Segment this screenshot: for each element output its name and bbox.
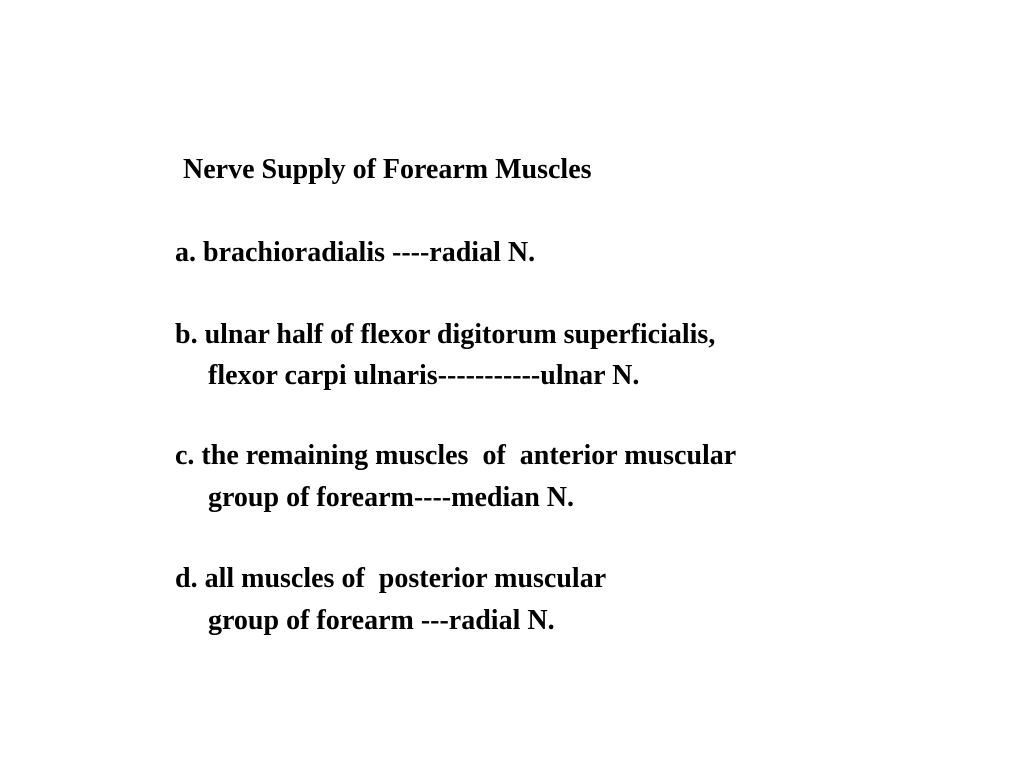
item-c-line-2: group of forearm----median N. bbox=[208, 482, 575, 513]
item-c-line-1: c. the remaining muscles of anterior muscular bbox=[175, 440, 737, 471]
slide-title: Nerve Supply of Forearm Muscles bbox=[183, 154, 592, 185]
item-a-line-1: a. brachioradialis ----radial N. bbox=[175, 237, 536, 268]
item-b-line-2: flexor carpi ulnaris-----------ulnar N. bbox=[208, 360, 640, 391]
item-b-line-1: b. ulnar half of flexor digitorum superficialis, bbox=[175, 319, 716, 350]
item-d-line-1: d. all muscles of posterior muscular bbox=[175, 563, 607, 594]
item-d-line-2: group of forearm ---radial N. bbox=[208, 605, 555, 636]
